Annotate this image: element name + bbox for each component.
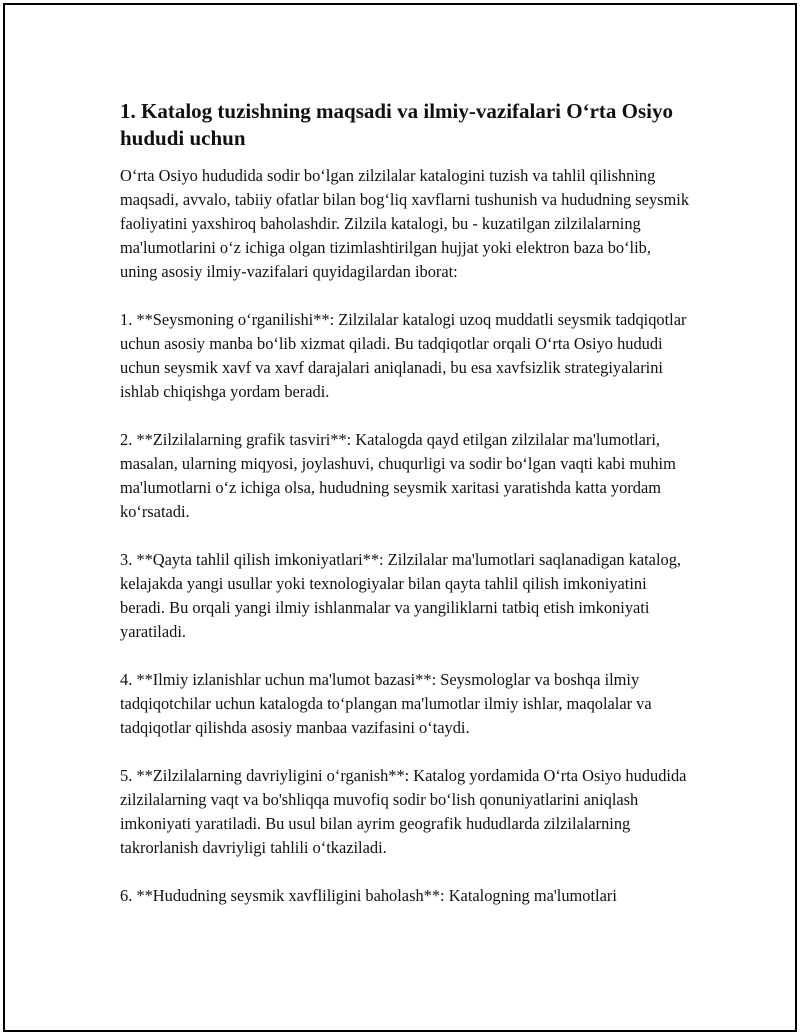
paragraph-gap <box>120 524 690 548</box>
document-page <box>3 3 797 1032</box>
list-item: 6. **Hududning seysmik xavfliligini baholash**: Katalogning ma'lumotlari <box>120 886 617 905</box>
list-item: 5. **Zilzilalarning davriyligini o‘rganish**: Katalog yordamida O‘rta Osiyo hududida zilzilalarning vaqt va bo'shliqqa muvofiq sodir bo‘lish qonuniyatlarini aniqlash imkoniyati yaratiladi. Bu usul bilan ayrim geografik hududlarda zilzilalarning takrorlanish davriyligi tahlili o‘tkaziladi. <box>120 766 687 857</box>
intro-paragraph: O‘rta Osiyo hududida sodir bo‘lgan zilzilalar katalogini tuzish va tahlil qilishning maqsadi, avvalo, tabiiy ofatlar bilan bog‘liq xavflarni tushunish va hududning seysmik faoliyatini yaxshiroq baholashdir. Zilzila katalogi, bu - kuzatilgan zilzilalarning ma'lumotlarini o‘z ichiga olgan tizimlashtirilgan hujjat yoki elektron baza bo‘lib, uning asosiy ilmiy-vazifalari quyidagilardan iborat: <box>120 166 690 281</box>
paragraph-gap <box>120 644 690 668</box>
list-item: 3. **Qayta tahlil qilish imkoniyatlari**: Zilzilalar ma'lumotlari saqlanadigan katalog, kelajakda yangi usullar yoki texnologiyalar bilan qayta tahlil qilish imkoniyatini beradi. Bu orqali yangi ilmiy ishlanmalar va yangiliklarni tatbiq etish imkoniyati yaratiladi. <box>120 550 682 641</box>
paragraph-gap <box>120 284 690 308</box>
list-item: 2. **Zilzilalarning grafik tasviri**: Katalogda qayd etilgan zilzilalar ma'lumotlari, masalan, ularning miqyosi, joylashuvi, chuqurligi va sodir bo‘lgan vaqti kabi muhim ma'lumotlarni o‘z ichiga olsa, hududning seysmik xaritasi yaratishda katta yordam ko‘rsatadi. <box>120 430 676 521</box>
paragraph-gap <box>120 740 690 764</box>
list-item: 1. **Seysmoning o‘rganilishi**: Zilzilalar katalogi uzoq muddatli seysmik tadqiqotlar uchun asosiy manba bo‘lib xizmat qiladi. Bu tadqiqotlar orqali O‘rta Osiyo hududi uchun seysmik xavf va xavf darajalari aniqlanadi, bu esa xavfsizlik strategiyalarini ishlab chiqishga yordam beradi. <box>120 310 687 401</box>
paragraph-gap <box>120 860 690 884</box>
section-heading: 1. Katalog tuzishning maqsadi va ilmiy-vazifalari O‘rta Osiyo hududi uchun <box>120 99 674 150</box>
paragraph-gap <box>120 404 690 428</box>
document-content <box>120 98 690 908</box>
list-item: 4. **Ilmiy izlanishlar uchun ma'lumot bazasi**: Seysmologlar va boshqa ilmiy tadqiqotchilar uchun katalogda to‘plangan ma'lumotlar ilmiy ishlar, maqolalar va tadqiqotlar qilishda asosiy manbaa vazifasini o‘taydi. <box>120 670 652 737</box>
